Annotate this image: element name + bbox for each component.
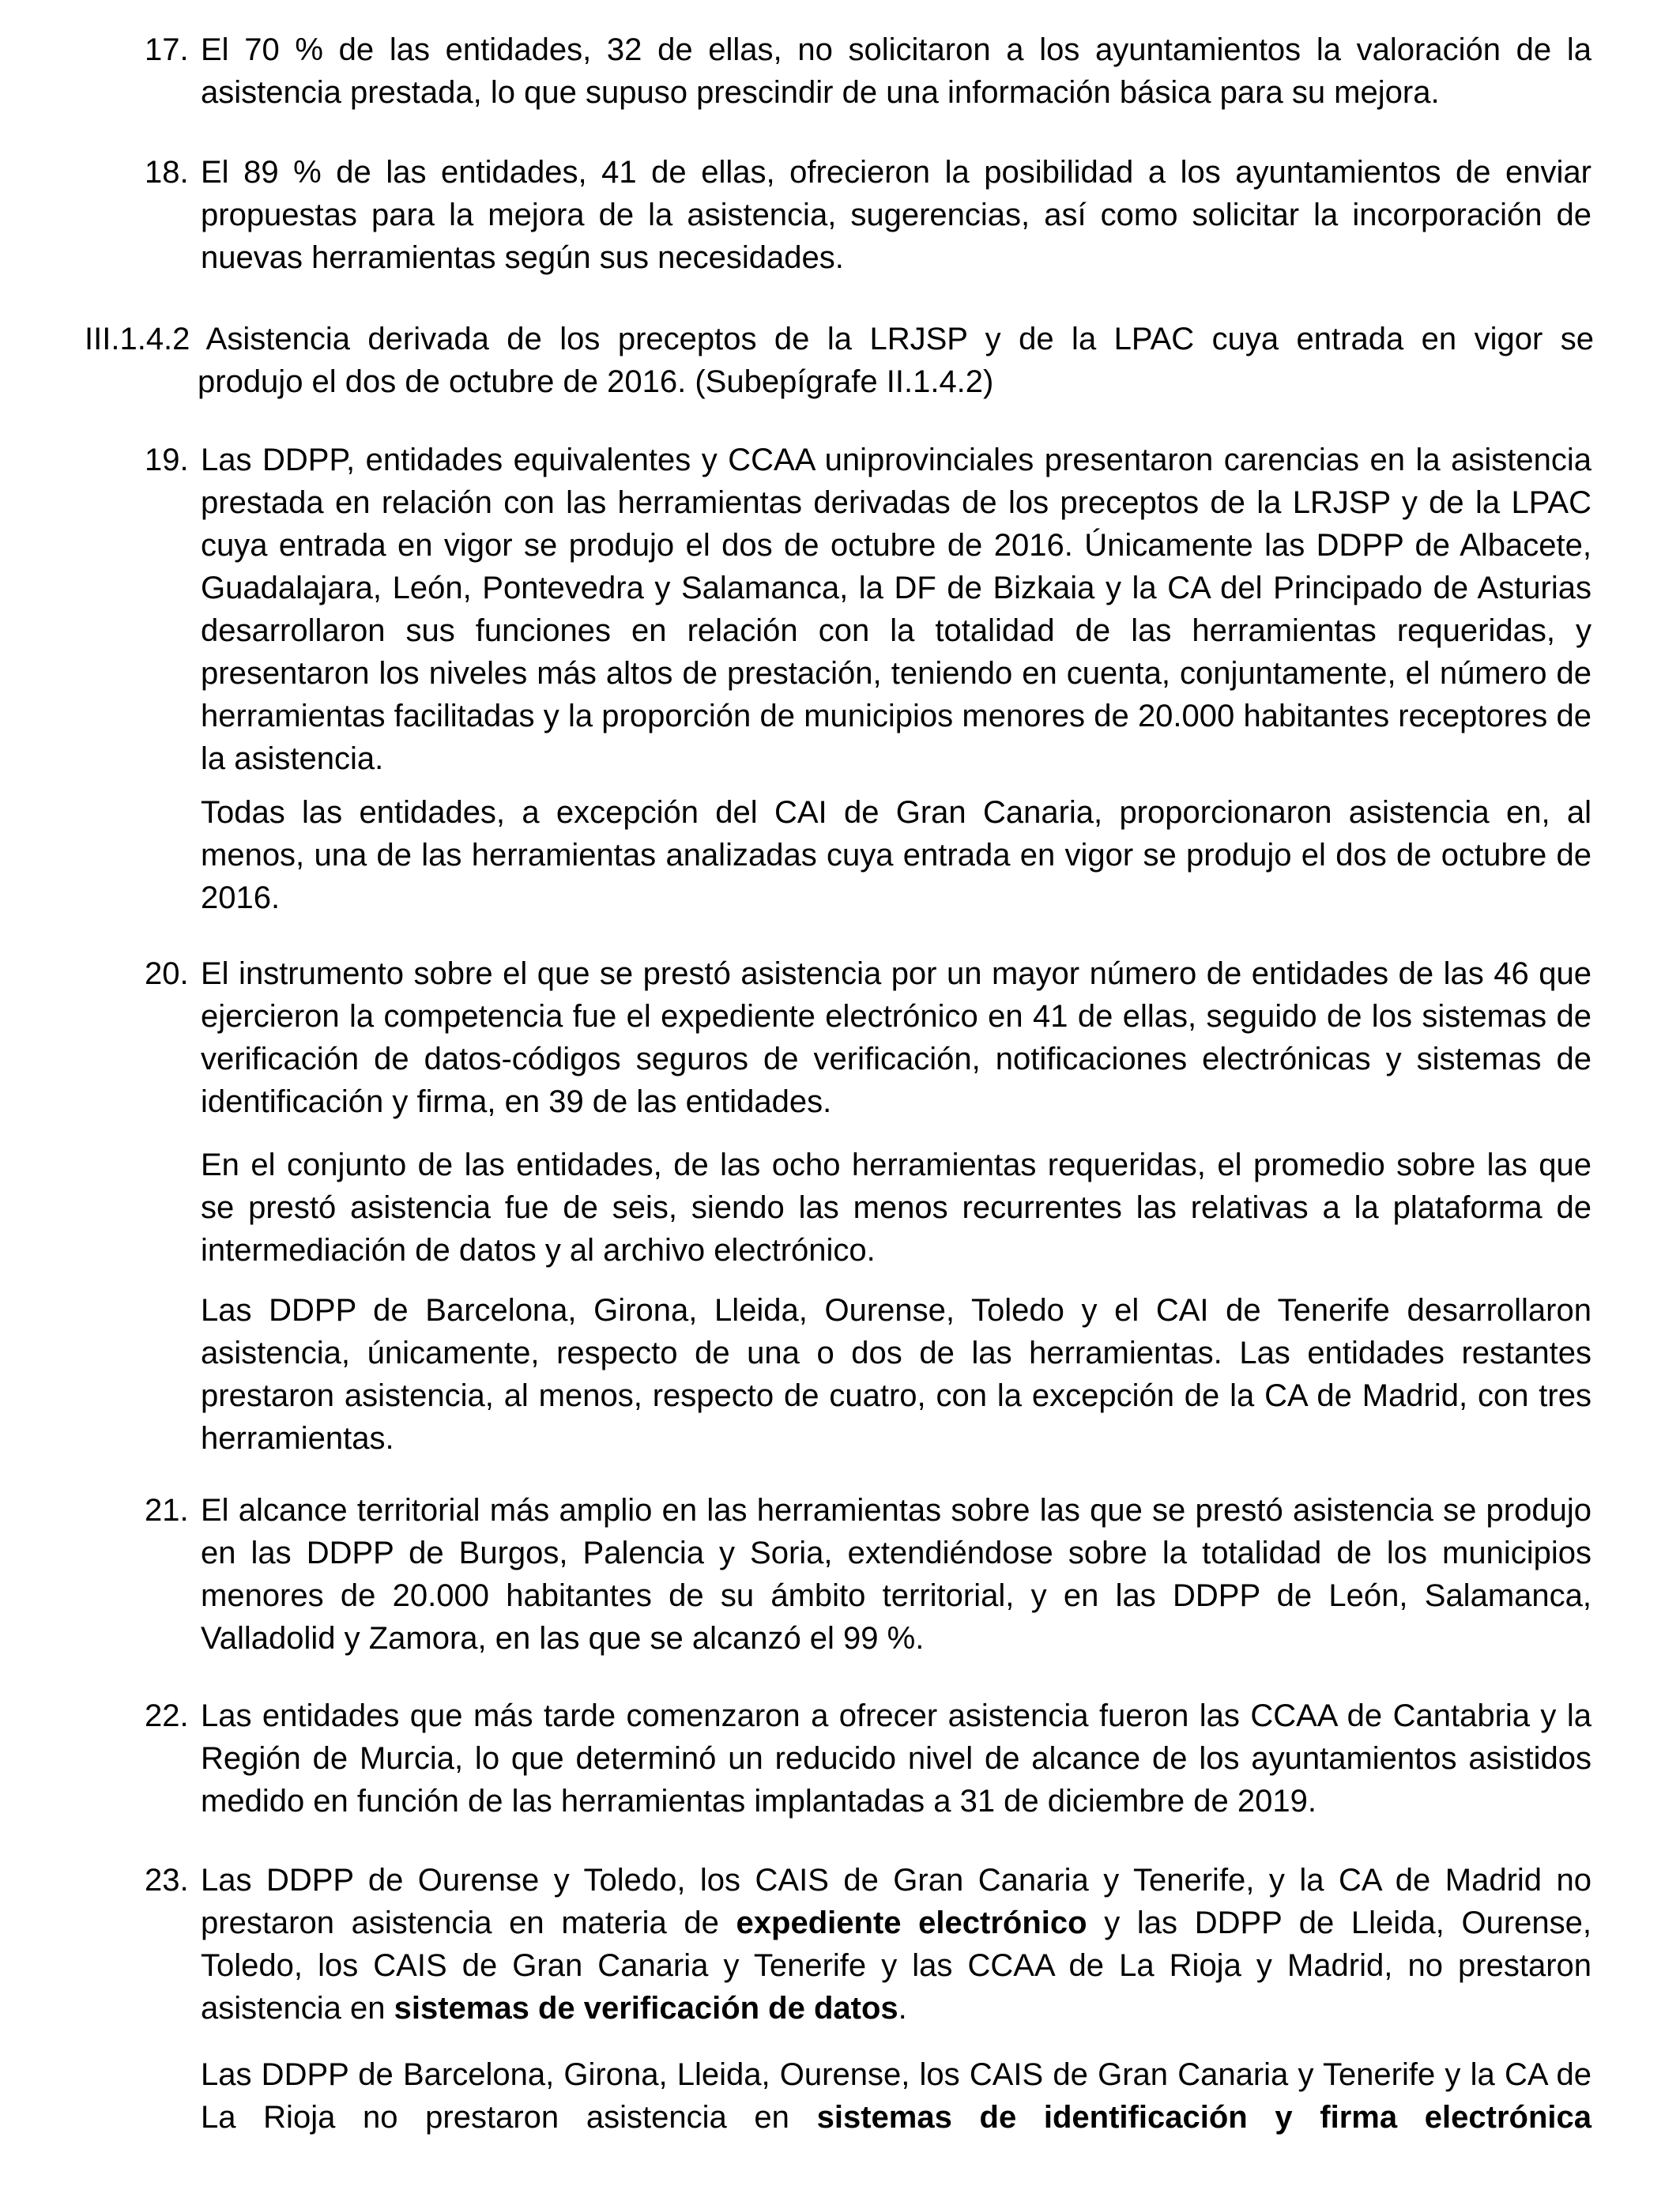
item-number: 21. — [145, 1493, 189, 1528]
list-item-20-continuation — [201, 1144, 1591, 1272]
section-heading-line: produjo el dos de octubre de 2016. (Subepígrafe II.1.4.2) — [198, 364, 994, 399]
bold-term: sistemas de verificación de datos — [394, 1991, 898, 2026]
section-heading-line: III.1.4.2 Asistencia derivada de los preceptos de la LRJSP y de la LPAC cuya entrada en vigor se — [85, 322, 1594, 356]
item-number: 19. — [145, 443, 189, 477]
paragraph: El instrumento sobre el que se prestó asistencia por un mayor número de entidades de las 46 que ejercieron la competencia fue el expediente electrónico en 41 de ellas, seguido de los sistemas de verificación de datos-códigos seguros de verificación, notificaciones electrónicas y sistemas de identificación y firma, en 39 de las entidades. — [201, 956, 1591, 1119]
paragraph: El 89 % de las entidades, 41 de ellas, ofrecieron la posibilidad a los ayuntamientos de enviar propuestas para la mejora de la asistencia, sugerencias, así como solicitar la incorporación de nuevas herramientas según sus necesidades. — [201, 155, 1591, 275]
list-item-23-continuation — [201, 2053, 1591, 2139]
bold-term: sistemas de identificación y firma electrónica — [816, 2100, 1592, 2135]
list-item-22 — [145, 1695, 1591, 1823]
item-number: 18. — [145, 155, 189, 190]
paragraph: Las DDPP de Barcelona, Girona, Lleida, Ourense, Toledo y el CAI de Tenerife desarrollaron asistencia, únicamente, respecto de una o dos de las herramientas. Las entidades restantes prestaron asistencia, al menos, respecto de cuatro, con la excepción de la CA de Madrid, con tres herramientas. — [201, 1293, 1591, 1456]
paragraph: El 70 % de las entidades, 32 de ellas, no solicitaron a los ayuntamientos la valoración de la asistencia prestada, lo que supuso prescindir de una información básica para su mejora. — [201, 32, 1591, 110]
paragraph: Todas las entidades, a excepción del CAI de Gran Canaria, proporcionaron asistencia en, al menos, una de las herramientas analizadas cuya entrada en vigor se produjo el dos de octubre de 2016. — [201, 795, 1591, 915]
paragraph: En el conjunto de las entidades, de las ocho herramientas requeridas, el promedio sobre las que se prestó asistencia fue de seis, siendo las menos recurrentes las relativas a la plataforma de intermediación de datos y al archivo electrónico. — [201, 1148, 1591, 1268]
list-item-17 — [145, 28, 1591, 114]
list-item-20-continuation — [201, 1289, 1591, 1460]
text-run: y las DDPP de Lleida, Ourense, Toledo, los CAIS de Gran Canaria y Tenerife y las CCAA de La Rioja y Madrid, no prestaron asistencia en — [201, 1906, 1591, 2026]
list-item-18 — [145, 151, 1591, 279]
item-number: 23. — [145, 1863, 189, 1898]
list-item-19-continuation — [201, 791, 1591, 919]
paragraph: El alcance territorial más amplio en las herramientas sobre las que se prestó asistencia se produjo en las DDPP de Burgos, Palencia y Soria, extendiéndose sobre la totalidad de los municipios menores de 20.000 habitantes de su ámbito territorial, y en las DDPP de León, Salamanca, Valladolid y Zamora, en las que se alcanzó el 99 %. — [201, 1493, 1591, 1656]
text-run: . — [898, 1991, 907, 2026]
item-number: 17. — [145, 32, 189, 67]
item-number: 22. — [145, 1698, 189, 1733]
paragraph: Las entidades que más tarde comenzaron a ofrecer asistencia fueron las CCAA de Cantabria y la Región de Murcia, lo que determinó un reducido nivel de alcance de los ayuntamientos asistidos medido en función de las herramientas implantadas a 31 de diciembre de 2019. — [201, 1698, 1591, 1819]
list-item-21 — [145, 1489, 1591, 1660]
list-item-20 — [145, 952, 1591, 1123]
paragraph — [201, 2053, 1591, 2139]
list-item-19 — [145, 439, 1591, 780]
text-run: Las DDPP de Barcelona, Girona, Lleida, Ourense, los CAIS de Gran Canaria y Tenerife y la CA de La Rioja no prestaron asistencia en — [201, 2057, 1591, 2135]
item-number: 20. — [145, 956, 189, 991]
list-item-23 — [145, 1859, 1591, 2030]
bold-term: expediente electrónico — [736, 1906, 1087, 1940]
paragraph: Las DDPP, entidades equivalentes y CCAA uniprovinciales presentaron carencias en la asistencia prestada en relación con las herramientas derivadas de los preceptos de la LRJSP y de la LPAC cuya entrada en vigor se produjo el dos de octubre de 2016. Únicamente las DDPP de Albacete, Guadalajara, León, Pontevedra y Salamanca, la DF de Bizkaia y la CA del Principado de Asturias desarrollaron sus funciones en relación con la totalidad de las herramientas requeridas, y presentaron los niveles más altos de prestación, teniendo en cuenta, conjuntamente, el número de herramientas facilitadas y la proporción de municipios menores de 20.000 habitantes receptores de la asistencia. — [201, 443, 1591, 776]
paragraph — [201, 1859, 1591, 2030]
text-run: Las DDPP de Ourense y Toledo, los CAIS de Gran Canaria y Tenerife, y la CA de Madrid no prestaron asistencia en materia de — [201, 1863, 1591, 1940]
section-heading — [85, 318, 1594, 403]
